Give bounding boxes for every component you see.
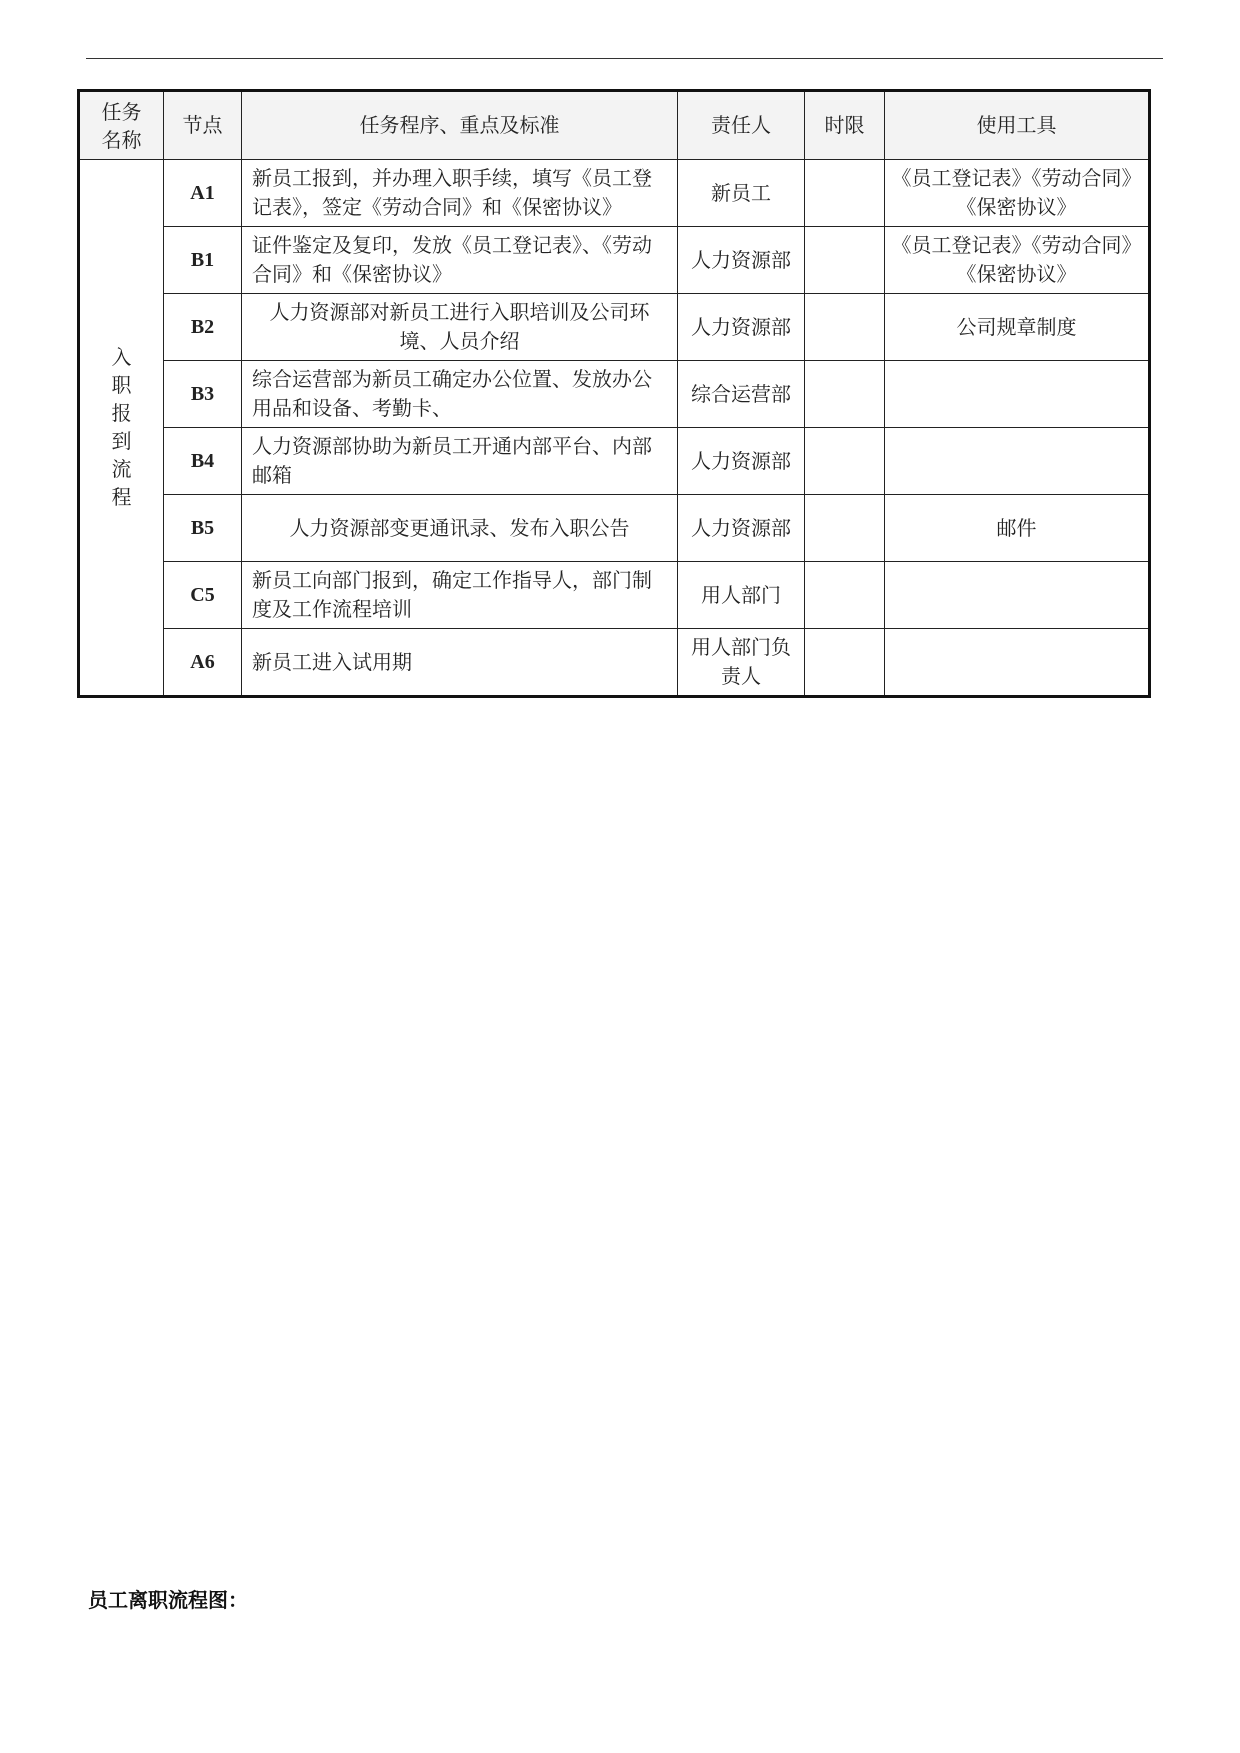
- table-row: [79, 294, 1150, 361]
- header-node: 节点: [164, 91, 242, 160]
- node-cell: B1: [164, 227, 242, 294]
- deadline-cell: [805, 562, 885, 629]
- table-header-row: [79, 91, 1150, 160]
- procedure-cell: 综合运营部为新员工确定办公位置、发放办公用品和设备、考勤卡、: [242, 361, 678, 428]
- owner-cell: 新员工: [678, 160, 805, 227]
- procedure-cell: 新员工进入试用期: [242, 629, 678, 697]
- tools-cell: [885, 562, 1150, 629]
- procedure-cell: 新员工报到，并办理入职手续，填写《员工登记表》，签定《劳动合同》和《保密协议》: [242, 160, 678, 227]
- header-rule: [86, 58, 1163, 59]
- table-row: [79, 495, 1150, 562]
- deadline-cell: [805, 361, 885, 428]
- deadline-cell: [805, 294, 885, 361]
- header-owner: 责任人: [678, 91, 805, 160]
- owner-cell: 人力资源部: [678, 227, 805, 294]
- tools-cell: 邮件: [885, 495, 1150, 562]
- task-name-label: 入职报到流程: [111, 345, 132, 509]
- node-cell: A1: [164, 160, 242, 227]
- tools-cell: [885, 428, 1150, 495]
- owner-cell: 用人部门: [678, 562, 805, 629]
- procedure-cell: 证件鉴定及复印，发放《员工登记表》、《劳动合同》和《保密协议》: [242, 227, 678, 294]
- node-cell: A6: [164, 629, 242, 697]
- procedure-cell: 人力资源部协助为新员工开通内部平台、内部邮箱: [242, 428, 678, 495]
- table-row: [79, 629, 1150, 697]
- tools-cell: 公司规章制度: [885, 294, 1150, 361]
- header-procedure: 任务程序、重点及标准: [242, 91, 678, 160]
- procedure-cell: 新员工向部门报到，确定工作指导人，部门制度及工作流程培训: [242, 562, 678, 629]
- table-row: [79, 562, 1150, 629]
- deadline-cell: [805, 495, 885, 562]
- table-row: [79, 361, 1150, 428]
- table-row: [79, 227, 1150, 294]
- node-cell: B5: [164, 495, 242, 562]
- header-tools: 使用工具: [885, 91, 1150, 160]
- header-deadline: 时限: [805, 91, 885, 160]
- task-name-cell: [79, 160, 164, 697]
- tools-cell: [885, 361, 1150, 428]
- onboarding-process-table: [77, 89, 1151, 698]
- table-row: [79, 428, 1150, 495]
- node-cell: B4: [164, 428, 242, 495]
- procedure-cell: 人力资源部变更通讯录、发布入职公告: [242, 495, 678, 562]
- owner-cell: 综合运营部: [678, 361, 805, 428]
- deadline-cell: [805, 629, 885, 697]
- tools-cell: 《员工登记表》《劳动合同》《保密协议》: [885, 160, 1150, 227]
- header-task-name: 任务名称: [79, 91, 164, 160]
- owner-cell: 人力资源部: [678, 294, 805, 361]
- owner-cell: 用人部门负责人: [678, 629, 805, 697]
- node-cell: B3: [164, 361, 242, 428]
- deadline-cell: [805, 160, 885, 227]
- node-cell: C5: [164, 562, 242, 629]
- table-row: [79, 160, 1150, 227]
- procedure-cell: 人力资源部对新员工进行入职培训及公司环境、人员介绍: [242, 294, 678, 361]
- tools-cell: 《员工登记表》《劳动合同》《保密协议》: [885, 227, 1150, 294]
- deadline-cell: [805, 428, 885, 495]
- deadline-cell: [805, 227, 885, 294]
- owner-cell: 人力资源部: [678, 428, 805, 495]
- tools-cell: [885, 629, 1150, 697]
- offboarding-flowchart-heading: 员工离职流程图：: [88, 1588, 248, 1612]
- owner-cell: 人力资源部: [678, 495, 805, 562]
- node-cell: B2: [164, 294, 242, 361]
